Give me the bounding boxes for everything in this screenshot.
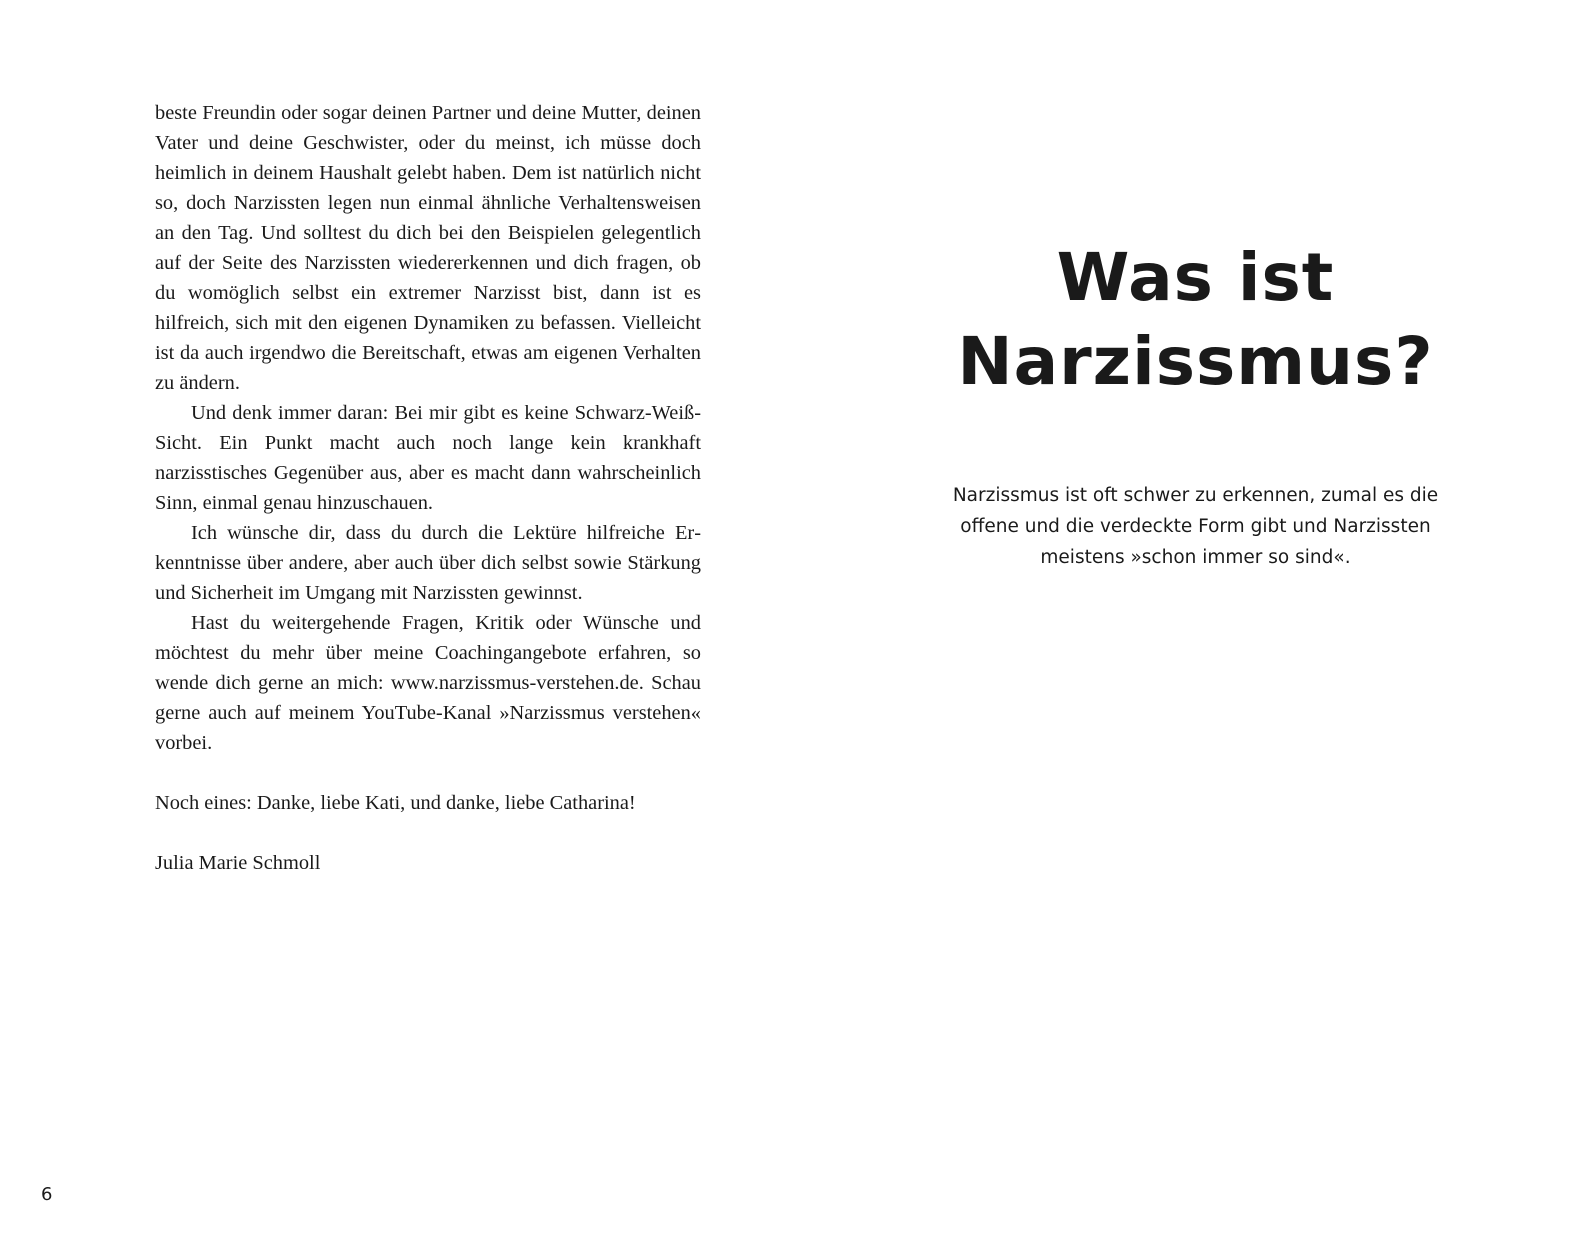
author-signature: Julia Marie Schmoll bbox=[155, 852, 321, 874]
body-text bbox=[155, 98, 701, 878]
chapter-intro: Narzissmus ist oft schwer zu erkennen, zumal es die offene und die verdeckte Form gibt und Narzissten meistens »schon immer so sind«. bbox=[952, 485, 1439, 568]
chapter-title-line-2: Narzissmus? bbox=[957, 323, 1434, 400]
chapter-title-line-1: Was ist bbox=[1056, 239, 1335, 316]
paragraph-1: beste Freundin oder sogar deinen Partner und deine Mutter, deinen Vater und deine Geschwister, oder du meinst, ich müsse doch heimlich in deinem Haushalt gelebt haben. Dem ist natürlich nicht so, doch Narzissten legen nun einmal ähnliche Verhaltensweisen an den Tag. Und solltest du dich bei den Beispielen gelegentlich auf der Seite des Narzissten wiedererkennen und dich fragen, ob du womöglich selbst ein extremer Narzisst bist, dann ist es hilfreich, sich mit den eigenen Dynamiken zu befassen. Vielleicht ist da auch irgendwo die Bereitschaft, etwas am eigenen Verhalten zu ändern. bbox=[155, 102, 701, 394]
paragraph-2: Und denk immer daran: Bei mir gibt es keine Schwarz-Weiß-Sicht. Ein Punkt macht auch noch lange kein krankhaft narzisstisches Gegenüber aus, aber es macht dann wahrscheinlich Sinn, einmal genau hinzuschauen. bbox=[155, 402, 701, 514]
paragraph-4: Hast du weitergehende Fragen, Kritik oder Wünsche und möchtest du mehr über meine Coachingangebote erfahren, so wende dich gerne an mich: www.narzissmus-verstehen.de. Schau gerne auch auf meinem YouTube-Kanal »Narzissmus verstehen« vorbei. bbox=[155, 612, 701, 754]
page-number: 6 bbox=[41, 1184, 53, 1205]
paragraph-3: Ich wünsche dir, dass du durch die Lektüre hilfreiche Erkenntnisse über andere, aber auch über dich selbst sowie Stärkung und Sicherheit im Umgang mit Narzissten gewinnst. bbox=[155, 522, 701, 604]
thanks-line: Noch eines: Danke, liebe Kati, und danke, liebe Catharina! bbox=[155, 792, 636, 814]
right-page bbox=[797, 0, 1594, 1240]
chapter-title bbox=[797, 236, 1594, 404]
